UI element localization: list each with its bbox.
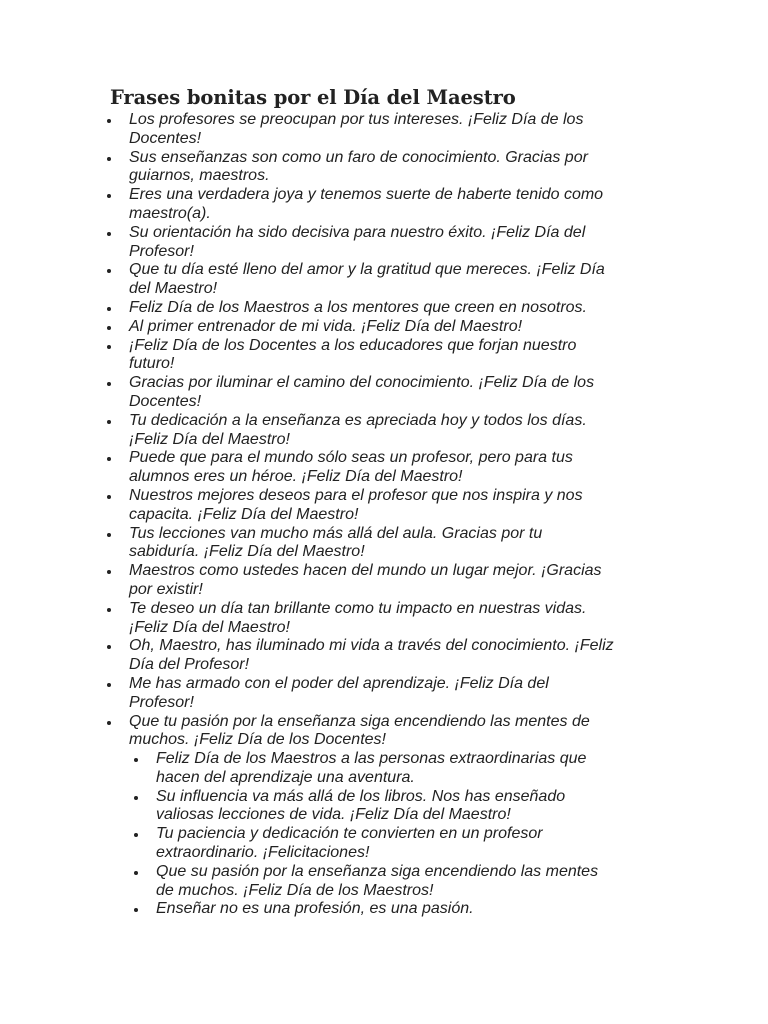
list-item: Su orientación ha sido decisiva para nuestro éxito. ¡Feliz Día del Profesor!: [102, 224, 662, 262]
nested-list-item: Que su pasión por la enseñanza siga encendiendo las mentes de muchos. ¡Feliz Día de los Maestros!: [129, 863, 662, 901]
list-item: Sus enseñanzas son como un faro de conocimiento. Gracias por guiarnos, maestros.: [102, 149, 662, 187]
quote-list: [102, 111, 662, 919]
list-item: Eres una verdadera joya y tenemos suerte de haberte tenido como maestro(a).: [102, 186, 662, 224]
nested-list-item: Enseñar no es una profesión, es una pasión.: [129, 900, 662, 919]
list-item: ¡Feliz Día de los Docentes a los educadores que forjan nuestro futuro!: [102, 337, 662, 375]
list-item: Feliz Día de los Maestros a los mentores que creen en nosotros.: [102, 299, 662, 318]
nested-list-item: Tu paciencia y dedicación te convierten en un profesor extraordinario. ¡Felicitaciones!: [129, 825, 662, 863]
nested-quote-list: [129, 750, 662, 919]
nested-list-item: Feliz Día de los Maestros a las personas extraordinarias que hacen del aprendizaje una aventura.: [129, 750, 662, 788]
list-item: Al primer entrenador de mi vida. ¡Feliz Día del Maestro!: [102, 318, 662, 337]
list-item: Tu dedicación a la enseñanza es apreciada hoy y todos los días. ¡Feliz Día del Maestro!: [102, 412, 662, 450]
page-title: Frases bonitas por el Día del Maestro: [110, 86, 516, 109]
list-item: Que tu día esté lleno del amor y la gratitud que mereces. ¡Feliz Día del Maestro!: [102, 261, 662, 299]
list-item: Los profesores se preocupan por tus intereses. ¡Feliz Día de los Docentes!: [102, 111, 662, 149]
list-item: Maestros como ustedes hacen del mundo un lugar mejor. ¡Gracias por existir!: [102, 562, 662, 600]
list-item: Gracias por iluminar el camino del conocimiento. ¡Feliz Día de los Docentes!: [102, 374, 662, 412]
list-item: Nuestros mejores deseos para el profesor que nos inspira y nos capacita. ¡Feliz Día del Maestro!: [102, 487, 662, 525]
nested-list-item: Su influencia va más allá de los libros. Nos has enseñado valiosas lecciones de vida. ¡Feliz Día del Maestro!: [129, 788, 662, 826]
list-item: Tus lecciones van mucho más allá del aula. Gracias por tu sabiduría. ¡Feliz Día del Maestro!: [102, 525, 662, 563]
list-item: Te deseo un día tan brillante como tu impacto en nuestras vidas. ¡Feliz Día del Maestro!: [102, 600, 662, 638]
list-item: Puede que para el mundo sólo seas un profesor, pero para tus alumnos eres un héroe. ¡Feliz Día del Maestro!: [102, 449, 662, 487]
list-item: Oh, Maestro, has iluminado mi vida a través del conocimiento. ¡Feliz Día del Profesor!: [102, 637, 662, 675]
list-item: Que tu pasión por la enseñanza siga encendiendo las mentes de muchos. ¡Feliz Día de los Docentes! Feliz Día de los Maestros a las personas extraordinarias que hacen del aprendizaje una aventura. Su influencia va más allá de los libros. Nos has enseñado valiosas lecciones de vida. ¡Feliz Día del Maestro! Tu paciencia y dedicación te convierten en un profesor extraordinario. ¡Felicitaciones! Que su pasión por la enseñanza siga encendiendo las mentes de muchos. ¡Feliz Día de los Maestros! Enseñar no es una profesión, es una pasión.: [102, 713, 662, 920]
list-item: Me has armado con el poder del aprendizaje. ¡Feliz Día del Profesor!: [102, 675, 662, 713]
